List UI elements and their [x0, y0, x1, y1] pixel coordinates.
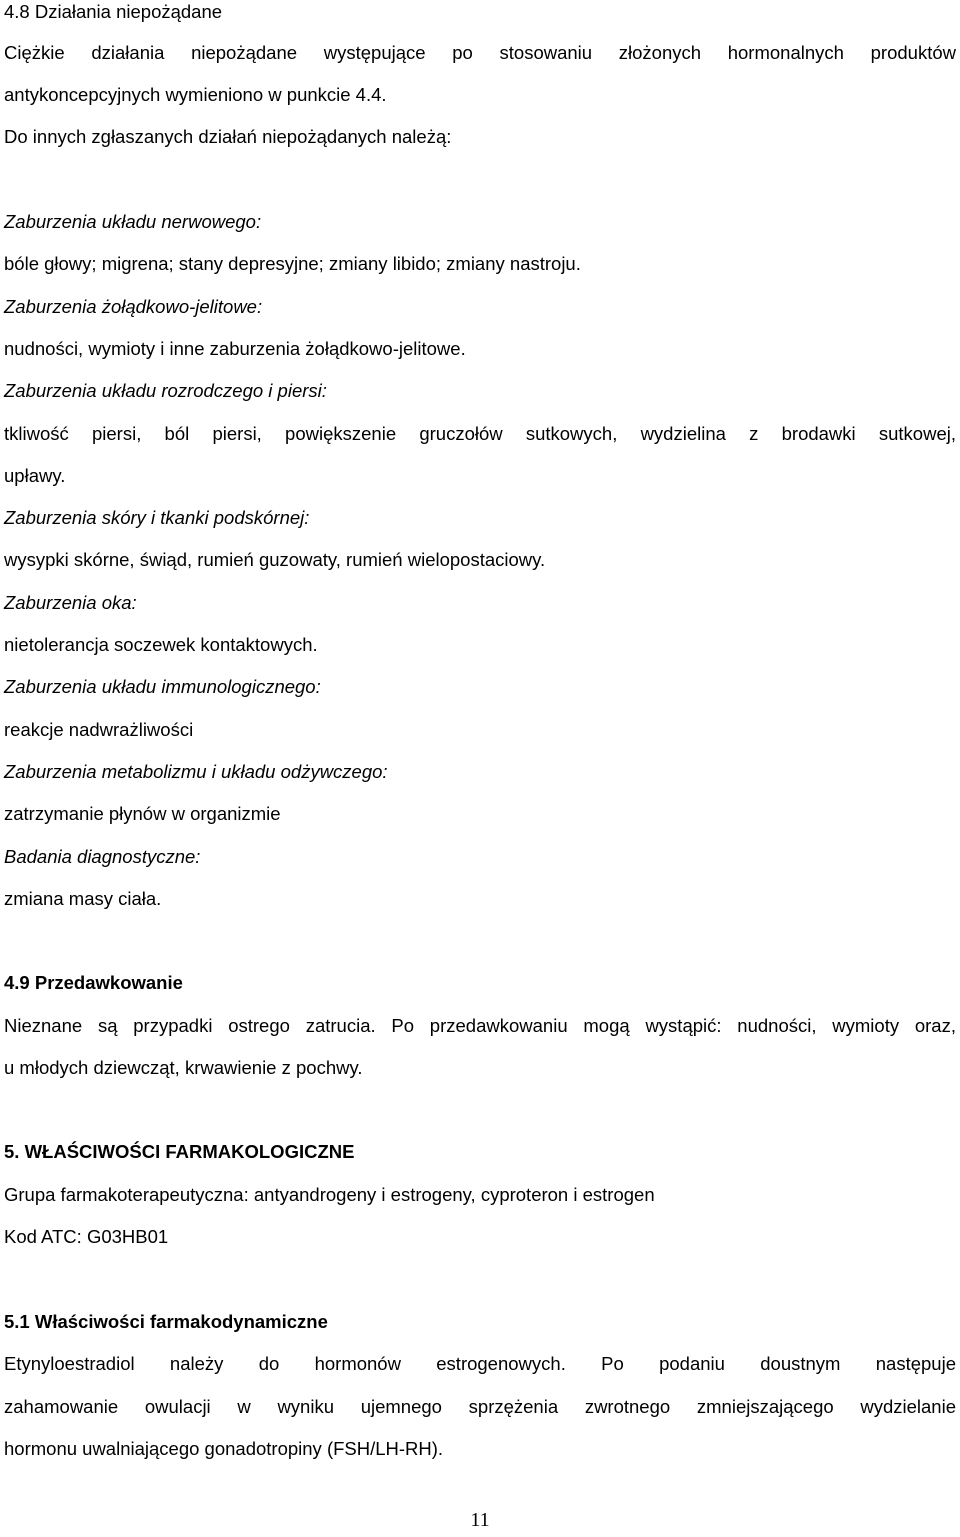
section-heading-4-9: 4.9 Przedawkowanie [4, 972, 183, 993]
intro-line-2: antykoncepcyjnych wymieniono w punkcie 4.4. [4, 84, 387, 105]
page-number: 11 [470, 1509, 490, 1531]
section-heading-4-8: 4.8 Działania niepożądane [4, 1, 223, 22]
group-text-reproductive: tkliwość piersi, ból piersi, powiększenie gruczołów sutkowych, wydzielina z brodawki sutkowej, [4, 423, 956, 444]
pharmacodynamics-line-3: hormonu uwalniającego gonadotropiny (FSH/LH-RH). [4, 1438, 444, 1459]
overdose-line-1: Nieznane są przypadki ostrego zatrucia. Po przedawkowaniu mogą wystąpić: nudności, wymioty oraz, [4, 1015, 956, 1036]
group-text-skin: wysypki skórne, świąd, rumień guzowaty, rumień wielopostaciowy. [4, 549, 546, 570]
group-title-diagnostics: Badania diagnostyczne: [4, 846, 201, 867]
group-text-nervous: bóle głowy; migrena; stany depresyjne; zmiany libido; zmiany nastroju. [4, 253, 581, 274]
pharmacotherapeutic-group: Grupa farmakoterapeutyczna: antyandrogeny i estrogeny, cyproteron i estrogen [4, 1184, 655, 1205]
pharmacodynamics-line-1: Etynyloestradiol należy do hormonów estrogenowych. Po podaniu doustnym następuje [4, 1353, 956, 1374]
group-text-reproductive-cont: upławy. [4, 465, 66, 486]
atc-code: Kod ATC: G03HB01 [4, 1226, 169, 1247]
overdose-line-2: u młodych dziewcząt, krwawienie z pochwy. [4, 1057, 363, 1078]
group-text-eye: nietolerancja soczewek kontaktowych. [4, 634, 318, 655]
group-text-diagnostics: zmiana masy ciała. [4, 888, 162, 909]
group-text-metabolism: zatrzymanie płynów w organizmie [4, 803, 281, 824]
group-title-gastro: Zaburzenia żołądkowo-jelitowe: [4, 296, 263, 317]
section-heading-5-1: 5.1 Właściwości farmakodynamiczne [4, 1311, 328, 1332]
group-title-skin: Zaburzenia skóry i tkanki podskórnej: [4, 507, 310, 528]
group-title-immune: Zaburzenia układu immunologicznego: [4, 676, 321, 697]
intro-line-1: Ciężkie działania niepożądane występujące po stosowaniu złożonych hormonalnych produktów [4, 42, 956, 63]
group-text-immune: reakcje nadwrażliwości [4, 719, 194, 740]
group-title-eye: Zaburzenia oka: [4, 592, 137, 613]
intro-line-3: Do innych zgłaszanych działań niepożądanych należą: [4, 126, 452, 147]
pharmacodynamics-line-2: zahamowanie owulacji w wyniku ujemnego sprzężenia zwrotnego zmniejszającego wydzielanie [4, 1396, 956, 1417]
group-title-reproductive: Zaburzenia układu rozrodczego i piersi: [4, 380, 327, 401]
group-title-metabolism: Zaburzenia metabolizmu i układu odżywczego: [4, 761, 388, 782]
section-heading-5: 5. WŁAŚCIWOŚCI FARMAKOLOGICZNE [4, 1141, 355, 1162]
group-text-gastro: nudności, wymioty i inne zaburzenia żołądkowo-jelitowe. [4, 338, 466, 359]
group-title-nervous: Zaburzenia układu nerwowego: [4, 211, 262, 232]
